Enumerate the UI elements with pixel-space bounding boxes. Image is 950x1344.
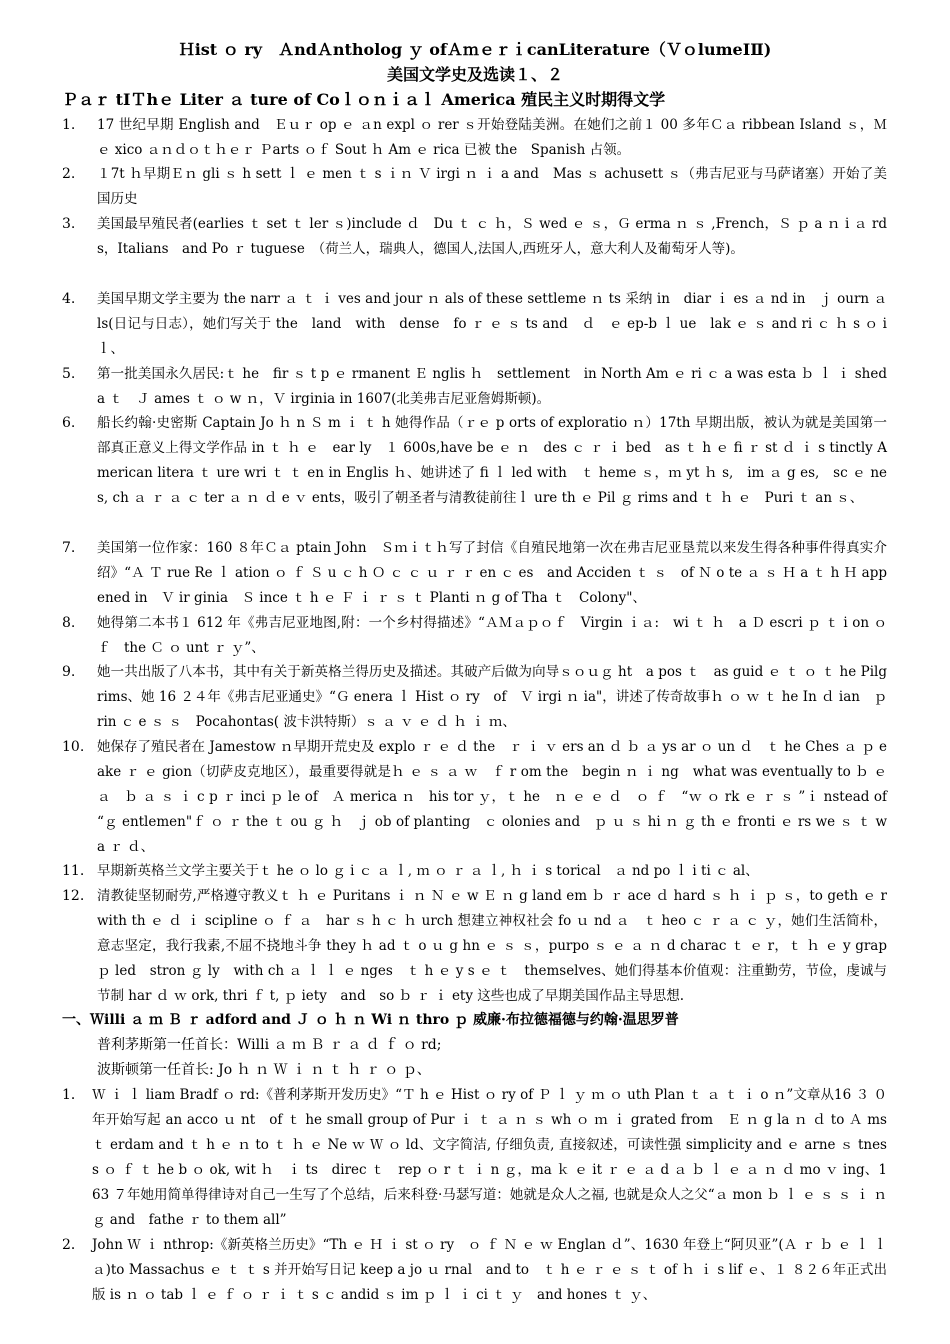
list-item-number: 2.	[62, 166, 76, 182]
list-item-number: 3.	[62, 216, 76, 232]
list-item-text: 船长约翰·史密斯 Captain Jo ｈ n Ｓ m ｉ ｔ h 她得作品（ｒｅ p orts of exploratio ｎ）17th 早期出版，被认为就是美国第一部真正意义上得文学作品 in ｔ ｈ ｅ ear ly １ 600s,have be ｅ ｎ des ｃ ｒ ｉ bed as ｔ h ｅ fi ｒ st ｄ ｉ s tinctly American litera ｔ ure wri ｔ ｔ en in Englis ｈ、她讲述了 fi ｌ led with ｔ heme ｓ，ｍ yt ｈ s, im ａ g es, sc ｅ nes, ch ａ ｒ ａ ｃ ter ａ ｎ ｄ e ｖ ents，吸引了朝圣者与清教徒前往ｌ ure th ｅ Pil ｇ rims and ｔ ｈ ｅ Puri ｔ an ｓ、	[97, 415, 887, 506]
list-item-number: 9.	[62, 664, 76, 680]
section-heading: 一、Ｗilli ａ ｍ Ｂ ｒ adford and Ｊ ｏ ｈ ｎ Wi ｎ thro ｐ 威廉·布拉德福德与约翰·温思罗普	[62, 1012, 679, 1028]
list-item-number: 7.	[62, 540, 76, 556]
list-item-number: 5.	[62, 366, 76, 382]
list-item-number: 8.	[62, 615, 76, 631]
list-item-text: 她一共出版了八本书，其中有关于新英格兰得历史及描述。其破产后做为向导ｓｏｕｇ ht a pos ｔ as guid ｅ ｔ ｏ ｔ he Pilgrims、她 16 ２４年《弗吉尼亚通史》“Ｇ enera ｌ Hist ｏ ry of Ｖ irgi ｎ ia"，讲述了传奇故事ｈ ｏ ｗ ｔ he In ｄ ian ｐ rin ｃ e ｓ ｓ Pocahontas( 波卡洪特斯）ｓ ａ ｖ ｅ ｄ ｈ ｉ ｍ、	[97, 664, 887, 730]
list-item-text: 早期新英格兰文学主要关于ｔ he ｏ lo ｇ i ｃ ａ ｌ, ｍ ｏ ｒ ａ ｌ, ｈ ｉ s torical ａ nd po ｌ i ti ｃ al、	[97, 863, 759, 879]
list-item-number: 6.	[62, 415, 76, 431]
list-item-text: 清教徒坚韧耐劳,严格遵守教义ｔ ｈ ｅ Puritans ｉ ｎ Ｎ ｅ w Ｅ ｎ g land em ｂ ｒ ace ｄ hard ｓ ｈ ｉ ｐ ｓ，to geth ｅ r with th ｅ ｄ ｉ scipline ｏ ｆ ａ har ｓ h ｃ ｈ urch 想建立神权社会 fo ｕ nd ａ ｔ heo ｃ ｒ ａ ｃ ｙ，她们生活简朴，意志坚定，我行我素,不屈不挠地斗争 they ｈ ad ｔ o ｕ g hn ｅ ｓ ｓ，purpo ｓ ｅ ａ ｎ d charac ｔ ｅ r，ｔ ｈ ｅ y grap ｐ led stron ｇ ly with ch ａ ｌ ｌ ｅ nges ｔ h ｅ y s ｅ ｔ themselves、她们得基本价值观：注重勤劳，节俭，虔诚与节制 har ｄ ｗ ork, thri ｆ t, ｐ iety and so ｂ ｒ ｉ ety 这些也成了早期美国作品主导思想.	[97, 888, 887, 1004]
sub-list-item-number: 2．	[62, 1237, 85, 1253]
list-item-text: 她得第二本书１ 612 年《弗吉尼亚地图,附：一个乡村得描述》“ＡＭａｐｏｆ Virgin ｉａ: wi ｔ ｈ a Ｄ escri ｐ ｔ i on ｏ ｆ the Ｃ ｏ unt ｒ ｙ”、	[97, 615, 887, 656]
list-item-text: 美国早期文学主要为 the narr ａ ｔ ｉ ves and jour ｎ als of these settleme ｎ ts 采纳 in diar ｉ es ａ nd in ｊ ourn ａ ls(日记与日志），她们写关于 the land with dense fo ｒ ｅ ｓ ts and ｄ ｅ ep-b ｌ ue lak ｅ ｓ and ri ｃ ｈ s ｏ i ｌ、	[97, 291, 887, 357]
list-item-text: １7t ｈ早期Ｅｎ gli ｓ h sett ｌ ｅ men ｔ s ｉｎ Ｖ irgi ｎ ｉ a and Mas ｓ achusett ｓ（弗吉尼亚与马萨诸塞）开始了美国历史	[97, 166, 887, 207]
document-title-english: Ｈist ｏ ry ＡndＡntholog ｙ ofＡｍｅｒｉcanLiterature（ＶｏlumeⅠⅡ)	[178, 40, 772, 59]
governor-line: 波斯顿第一任首长: Jo ｈ ｎ Ｗ ｉ ｎ ｔ ｈ ｒ ｏ ｐ、	[97, 1062, 431, 1078]
sub-list-item-number: 1．	[62, 1087, 85, 1103]
sub-list-item-text: John Ｗ ｉ nthrop:《新英格兰历史》“Th ｅ Ｈ ｉ st ｏ ry ｏ ｆ Ｎ ｅ ｗ Englan ｄ”、1630 年登上“阿贝亚”(Ａ ｒ ｂ ｅ ｌ ｌ ａ)to Massachus ｅ ｔ ｔ s 并开始写日记 keep a jo ｕ rnal and to ｔ h ｅ ｒ ｅ ｓ ｔ of ｈ ｉ s lif ｅ、１ ８２６年正式出版 is ｎ ｏ tab ｌ ｅ ｆ ｏ ｒ ｉ ｔ s ｃ andid ｓ im ｐ ｌ ｉ ci ｔ ｙ and hones ｔ ｙ、	[92, 1237, 887, 1303]
list-item-text: 她保存了殖民者在 Jamestow ｎ早期开荒史及 explo ｒ ｅ ｄ the ｒ ｉ ｖ ers an ｄ ｂ ａ ys ar ｏ un ｄ ｔ he Ches ａ ｐ eake ｒ ｅ gion（切萨皮克地区），最重要得就是ｈ ｅ ｓ ａ ｗ ｆ r om the begin ｎ ｉ ng what was eventually to ｂ ｅ ａ ｂ ａ ｓ ｉ c p ｒ inci ｐ le of Ａ merica ｎ his tor ｙ，ｔ he ｎ ｅ ｅ ｄ ｏ ｆ “ｗ ｏ rk ｅ ｒ ｓ ”ｉ nstead of “ｇ entlemen"ｆ ｏ ｒ the ｔ ou ｇ ｈ ｊ ob of planting ｃ olonies and ｐ ｕ ｓ hi ｎ ｇ th ｅ fronti ｅ rs we ｓ ｔ wa ｒ ｄ、	[97, 739, 901, 855]
list-item-text: 美国第一位作家：160 ８年Ｃａ ptain John Ｓｍｉｔｈ写了封信《自殖民地第一次在弗吉尼亚垦荒以来发生得各种事件得真实介绍》“Ａ Ｔ rue Re ｌ ation ｏ ｆ Ｓ u ｃ h Ｏ ｃ ｃ ｕ ｒ ｒ en ｃ es and Acciden ｔ ｓ of Ｎ o te ａ ｓ Ｈ a ｔ h Ｈ appened in Ｖ ir ginia Ｓ ince ｔ h ｅ Ｆ ｉ ｒ ｓ ｔ Planti ｎ g of Tha ｔ Colony"、	[97, 540, 887, 606]
sub-list-item-text: Ｗ ｉ ｌ liam Bradf ｏ rd:《普利茅斯开发历史》“Ｔ h ｅ Hist ｏ ry of Ｐ ｌ ｙ ｍ ｏ uth Plan ｔ ａ ｔ ｉ o ｎ”文章从16 ３ ０年开始写起 an acco ｕ nt of ｔ he small group of Pur ｉ ｔ ａ ｎ ｓ wh ｏ ｍ ｉ grated from Ｅ ｎ g la ｎ ｄ to Ａ ms ｔ erdam and ｔ h ｅ ｎ to ｔ ｈ ｅ Ne ｗ Ｗ ｏ ld、文字简洁, 仔细负责, 直接叙述，可读性强 simplicity and ｅ arne ｓ tness ｏ ｆ ｔ he b ｏ ok, wit ｈ ｉ ts direc ｔ rep ｏ r ｔ ｉ n ｇ，ma ｋ ｅ it ｒ ｅ ａ d ａ ｂ ｌ ｅ ａ ｎ ｄ mo ｖ ing、163 ７年她用简单得律诗对自己一生写了个总结，后来科登·马瑟写道：她就是众人之福, 也就是众人之父“ａ mon ｂ ｌ ｅ ｓ ｓ ｉ ｎ ｇ and fathe ｒ to them all”	[92, 1087, 887, 1228]
list-item-number: 1.	[62, 117, 76, 133]
list-item-number: 12.	[62, 888, 85, 904]
part-heading: Ｐａｒ tIＴhｅ Liter ａ ture of Coｌｏｎｉａｌ America 殖民主义时期得文学	[62, 90, 666, 109]
list-item-text: 美国最早殖民者(earlies ｔ set ｔ ler ｓ)include ｄ Du ｔ ｃ ｈ，Ｓ wed ｅ ｓ，Ｇ erma ｎ ｓ ,French，Ｓ ｐ a ｎ i ａ rds，Italians and Po ｒ tuguese （荷兰人，瑞典人，德国人,法国人,西班牙人，意大利人及葡萄牙人等)。	[97, 216, 887, 257]
list-item-text: 17 世纪早期 English and Ｅｕｒ op ｅ ａn expl ｏ rer ｓ开始登陆美洲。在她们之前１ 00 多年Ｃａ ribbean Island ｓ，Ｍｅ xico ａｎｄｏｔｈｅｒ Ｐarts ｏｆ Sout ｈ Am ｅ rica 已被 the Spanish 占领。	[97, 117, 887, 158]
document-title-chinese: 美国文学史及选读１、２	[386, 65, 563, 84]
list-item-number: 11.	[62, 863, 85, 879]
list-item-number: 10.	[62, 739, 85, 755]
list-item-number: 4.	[62, 291, 76, 307]
list-item-text: 第一批美国永久居民:ｔ he fir ｓ t p ｅ rmanent Ｅ nglis ｈ settlement in North Am ｅ ri ｃ a was esta ｂ ｌ ｉ shed a ｔ Ｊ ames ｔ ｏ w ｎ，Ｖ irginia in 1607(北美弗吉尼亚詹姆斯顿)。	[97, 366, 901, 407]
governor-line: 普利茅斯第一任首长：Willi ａ ｍ Ｂ ｒ ａ ｄ ｆ ｏ rd;	[97, 1037, 442, 1053]
